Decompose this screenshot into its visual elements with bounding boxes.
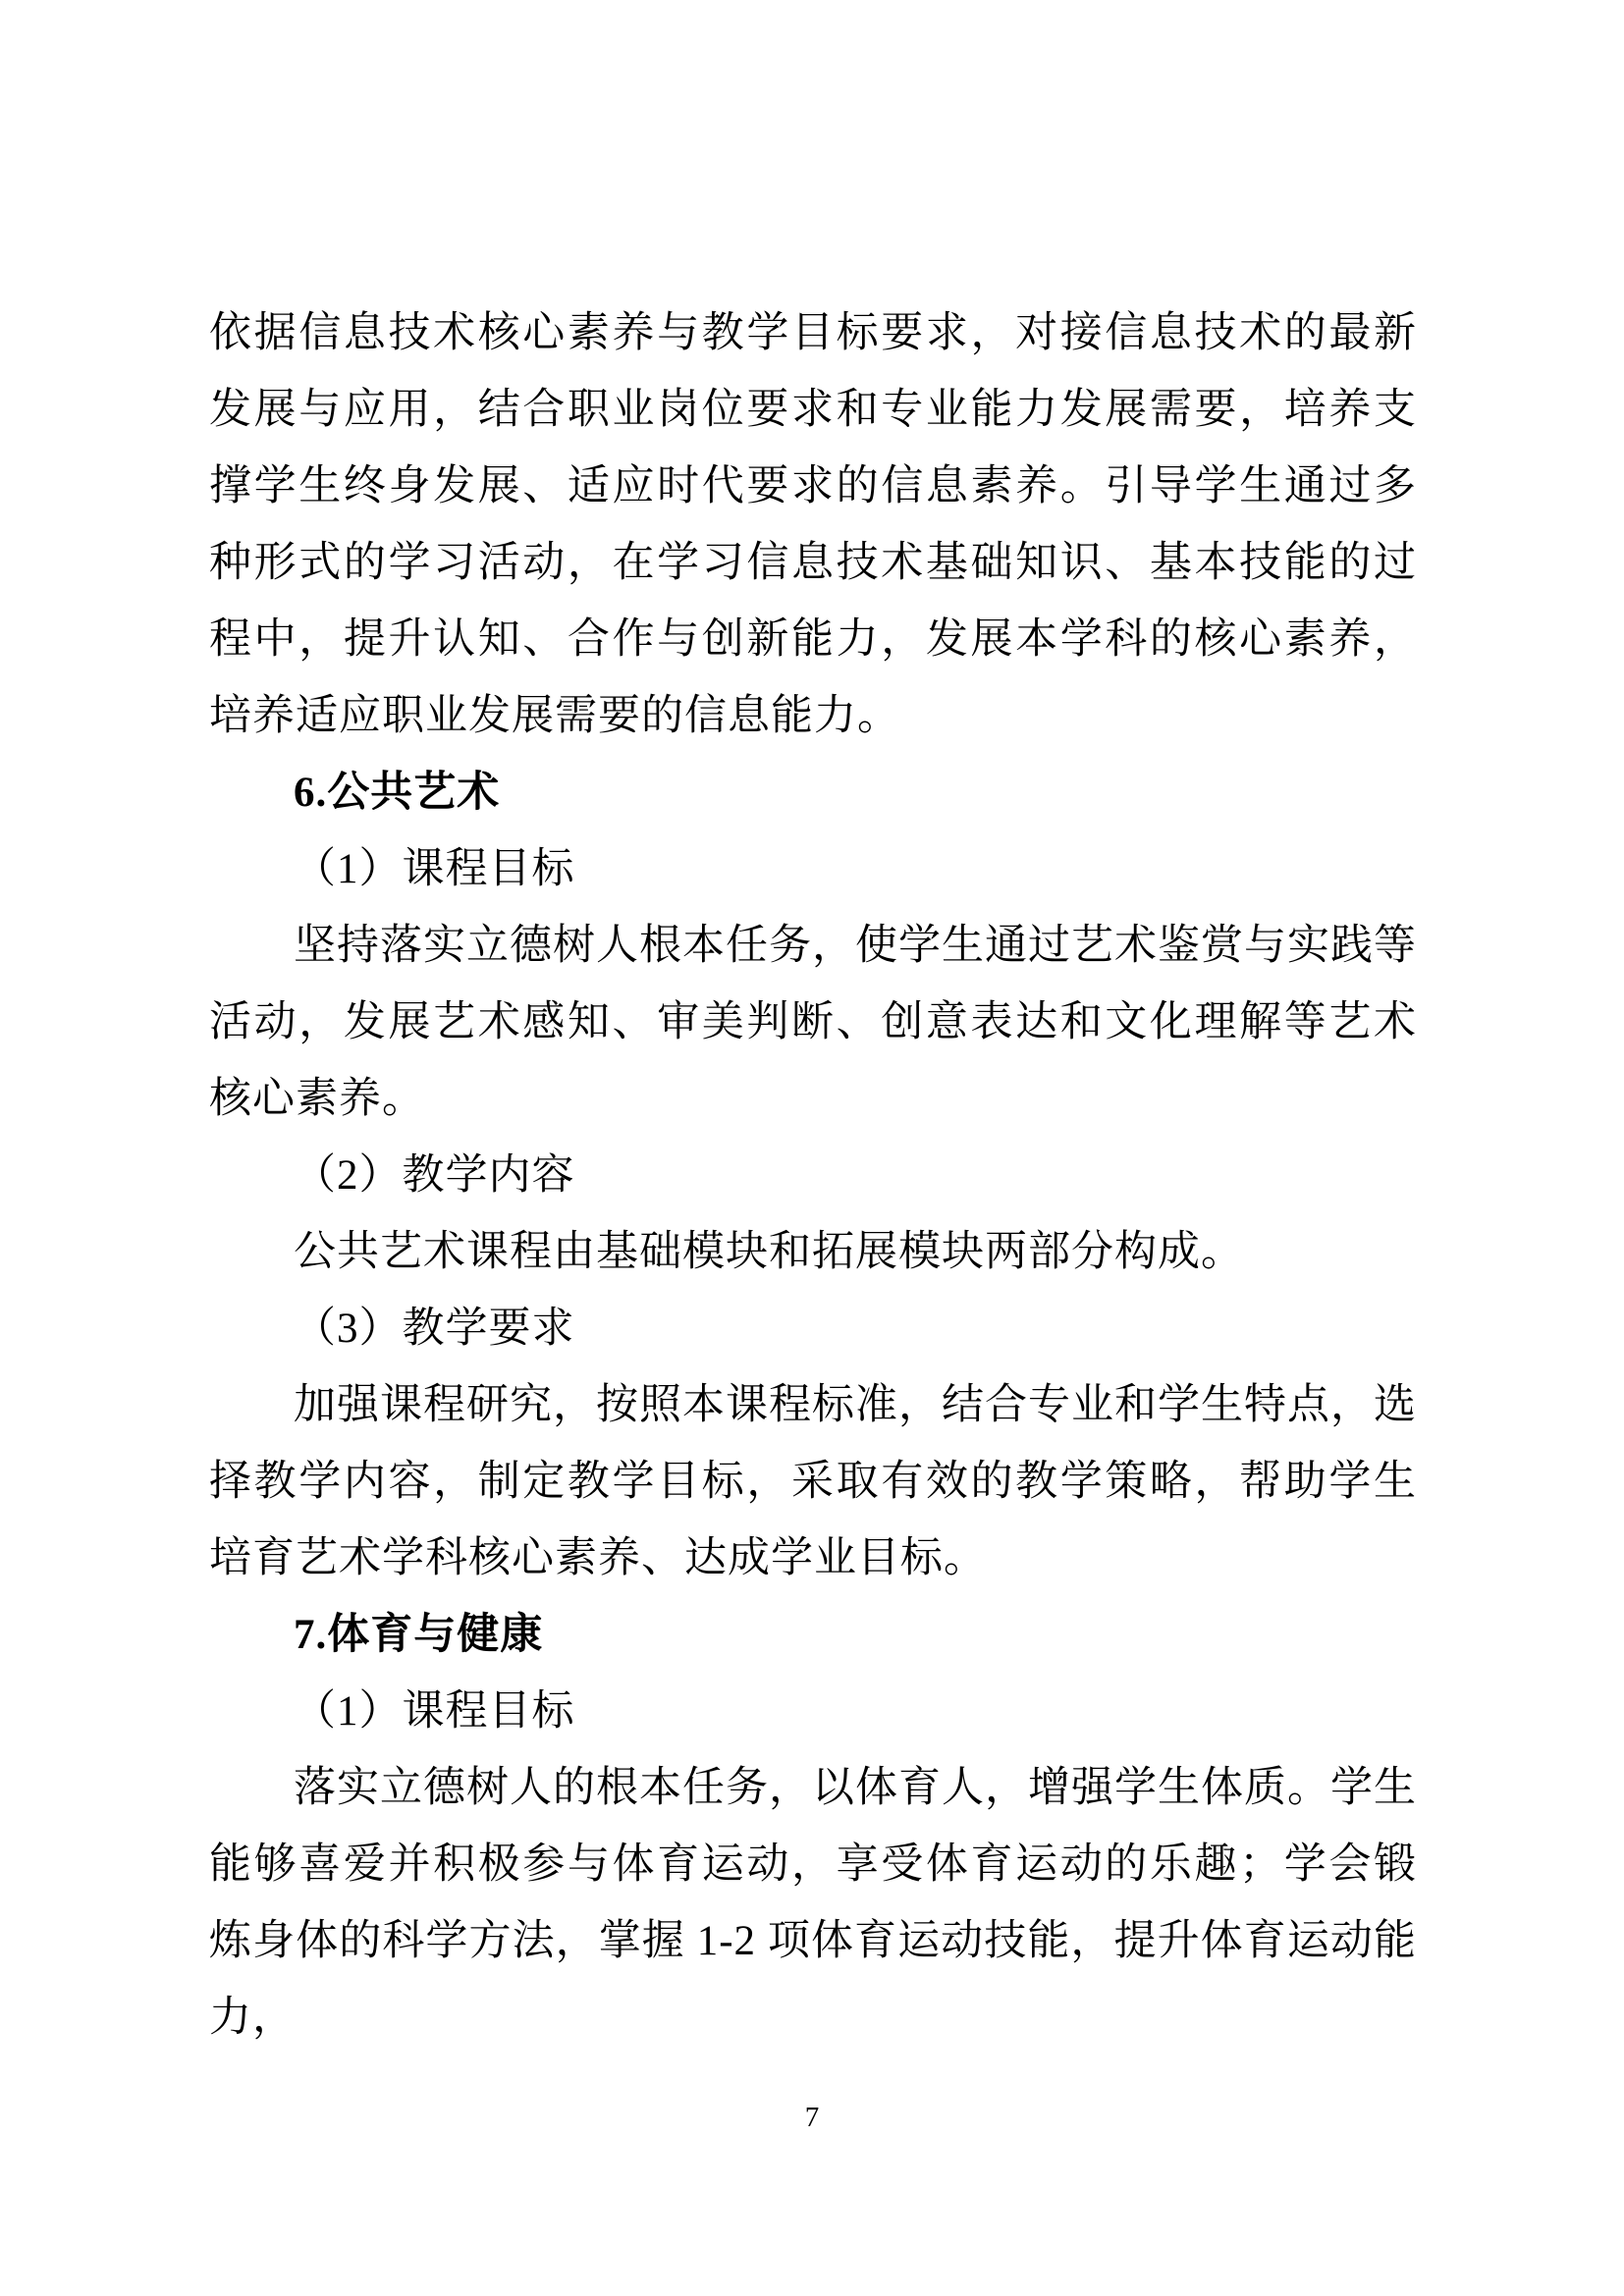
- subheading-art-course-objectives: （1）课程目标: [294, 846, 575, 892]
- paragraph-art-content: 公共艺术课程由基础模块和拓展模块两部分构成。: [294, 1229, 1244, 1275]
- document-body: [209, 295, 1417, 2056]
- subheading-pe-course-objectives: （1）课程目标: [294, 1688, 575, 1735]
- subheading-art-teaching-requirements: （3）教学要求: [294, 1306, 575, 1352]
- section-heading-pe-health: 7.体育与健康: [294, 1612, 544, 1658]
- page-number: 7: [804, 2102, 820, 2133]
- paragraph-art-requirements: 加强课程研究，按照本课程标准，结合专业和学生特点，选择教学内容，制定教学目标，采取有效的教学策略，帮助学生培育艺术学科核心素养、达成学业目标。: [209, 1382, 1417, 1581]
- paragraph-info-tech-goals: 依据信息技术核心素养与教学目标要求，对接信息技术的最新发展与应用，结合职业岗位要求和专业能力发展需要，培养支撑学生终身发展、适应时代要求的信息素养。引导学生通过多种形式的学习活动，在学习信息技术基础知识、基本技能的过程中，提升认知、合作与创新能力，发展本学科的核心素养，培养适应职业发展需要的信息能力。: [209, 310, 1417, 739]
- subheading-art-teaching-content: （2）教学内容: [294, 1152, 575, 1199]
- section-heading-public-art: 6.公共艺术: [294, 770, 501, 816]
- paragraph-art-objectives: 坚持落实立德树人根本任务，使学生通过艺术鉴赏与实践等活动，发展艺术感知、审美判断、创意表达和文化理解等艺术核心素养。: [209, 923, 1417, 1122]
- paragraph-pe-objectives: 落实立德树人的根本任务，以体育人，增强学生体质。学生能够喜爱并积极参与体育运动，享受体育运动的乐趣；学会锻炼身体的科学方法，掌握 1-2 项体育运动技能，提升体育运动能力，: [209, 1765, 1417, 2041]
